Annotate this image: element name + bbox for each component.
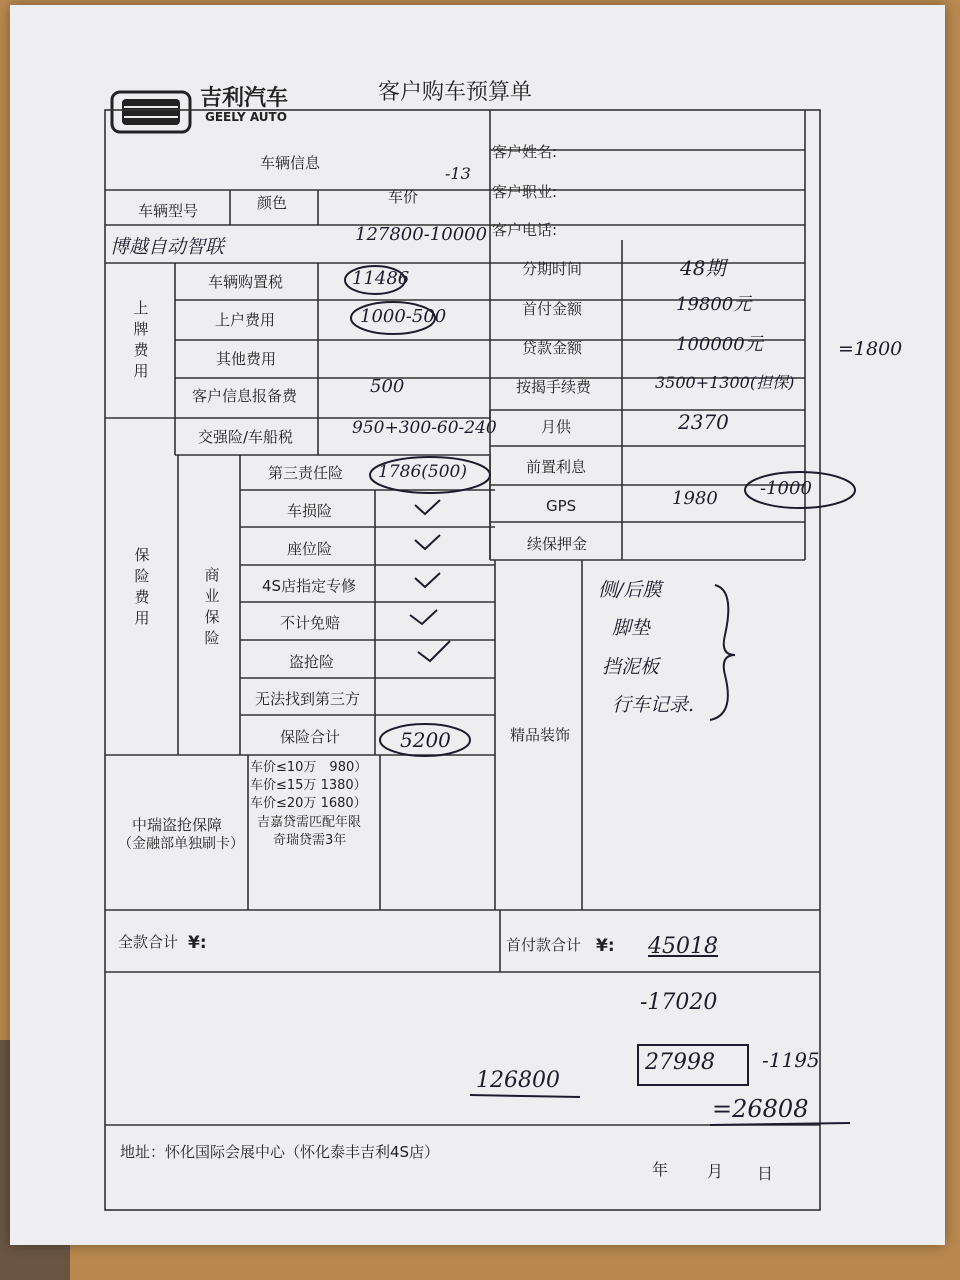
reg-value-3: 500	[370, 376, 405, 397]
price-column-label: 车价	[388, 188, 419, 206]
loan-value-6: 1980	[672, 488, 718, 509]
price-note: -13	[445, 164, 471, 183]
customer-job-label: 客户职业:	[492, 183, 558, 201]
color-column-label: 颜色	[257, 194, 288, 212]
logo-chinese: 吉利汽车	[200, 86, 289, 111]
price-value: 127800-10000	[355, 224, 488, 245]
accessory-item-3: 行车记录.	[612, 694, 695, 716]
calc-line-4: 126800	[476, 1068, 560, 1093]
loan-note-6: -1000	[760, 478, 812, 499]
loan-value-3: 3500+1300(担保)	[655, 373, 795, 392]
loan-label-5: 前置利息	[526, 458, 587, 476]
form-title: 客户购车预算单	[378, 80, 533, 105]
reg-value-0: 11486	[352, 268, 410, 289]
reg-value-1: 1000-500	[360, 306, 447, 327]
ins-value-7: 5200	[400, 728, 451, 752]
insurance-subgroup-label: 商业保险	[204, 566, 220, 647]
date-year-label: 年	[652, 1160, 669, 1179]
logo-english: GEELY AUTO	[205, 110, 287, 124]
ins-label-6: 无法找到第三方	[255, 690, 361, 708]
loan-label-7: 续保押金	[527, 535, 588, 553]
loan-label-1: 首付金额	[522, 300, 583, 318]
full-payment-label: 全款合计	[118, 933, 179, 951]
dealer-address: 地址：怀化国际会展中心（怀化泰丰吉利4S店）	[120, 1143, 440, 1161]
down-payment-label: 首付款合计	[506, 936, 582, 954]
loan-value-2: 100000元	[676, 334, 763, 355]
theft-line-2: 车价≤20万 1680）	[250, 796, 367, 811]
date-day-label: 日	[757, 1164, 774, 1183]
model-column-label: 车辆型号	[138, 202, 199, 220]
ins-label-1: 车损险	[287, 502, 333, 520]
insurance-group-label: 保险费用	[134, 546, 150, 627]
ins-label-2: 座位险	[287, 540, 333, 558]
ins-label-0: 第三责任险	[268, 464, 344, 482]
reg-label-2: 其他费用	[216, 350, 277, 368]
theft-label: 中瑞盗抢保障	[132, 816, 223, 834]
calc-line-0: -17020	[640, 990, 718, 1015]
theft-line-1: 车价≤15万 1380）	[250, 778, 367, 793]
loan-value-0: 48期	[680, 256, 726, 280]
model-value: 博越自动智联	[110, 236, 225, 258]
calc-line-2: -1195	[762, 1048, 820, 1072]
reg-label-3: 客户信息报备费	[192, 387, 298, 405]
reg-label-4: 交强险/车船税	[198, 428, 294, 446]
loan-label-2: 贷款金额	[522, 339, 583, 357]
loan-label-0: 分期时间	[522, 260, 583, 278]
loan-label-6: GPS	[546, 497, 577, 515]
down-payment-value: 45018	[648, 934, 718, 959]
geely-logo-icon	[112, 92, 190, 132]
theft-sublabel: （金融部单独刷卡）	[118, 836, 244, 852]
theft-line-4: 奇瑞贷需3年	[273, 833, 347, 848]
customer-phone-label: 客户电话:	[492, 221, 558, 239]
date-month-label: 月	[707, 1162, 724, 1181]
ins-label-5: 盗抢险	[289, 653, 335, 671]
accessory-item-0: 侧/后膜	[598, 579, 662, 601]
calc-line-1: 27998	[645, 1050, 715, 1075]
theft-line-0: 车价≤10万 980）	[250, 760, 368, 775]
accessory-item-1: 脚垫	[612, 617, 651, 639]
accessories-label: 精品装饰	[510, 726, 571, 744]
ins-label-3: 4S店指定专修	[262, 577, 357, 595]
vehicle-section-label: 车辆信息	[260, 154, 321, 172]
reg-label-0: 车辆购置税	[208, 273, 284, 291]
full-payment-yen: ¥:	[188, 933, 207, 953]
reg-value-4: 950+300-60-240	[352, 418, 497, 438]
loan-value-1: 19800元	[676, 294, 752, 315]
customer-name-label: 客户姓名:	[492, 143, 558, 161]
ins-value-0: 1786(500)	[378, 462, 467, 482]
ins-label-7: 保险合计	[280, 728, 341, 746]
loan-value-4: 2370	[678, 410, 729, 434]
theft-line-3: 吉嘉贷需匹配年限	[257, 815, 362, 830]
loan-label-4: 月供	[541, 418, 572, 436]
reg-label-1: 上户费用	[215, 311, 276, 329]
loan-label-3: 按揭手续费	[516, 378, 592, 396]
registration-group-label: 上牌费用	[133, 299, 149, 380]
ins-label-4: 不计免赔	[280, 614, 341, 632]
calc-line-3: =26808	[712, 1095, 809, 1123]
accessory-item-2: 挡泥板	[602, 656, 660, 678]
loan-note-3: =1800	[838, 338, 903, 360]
down-payment-yen: ¥:	[596, 936, 615, 956]
